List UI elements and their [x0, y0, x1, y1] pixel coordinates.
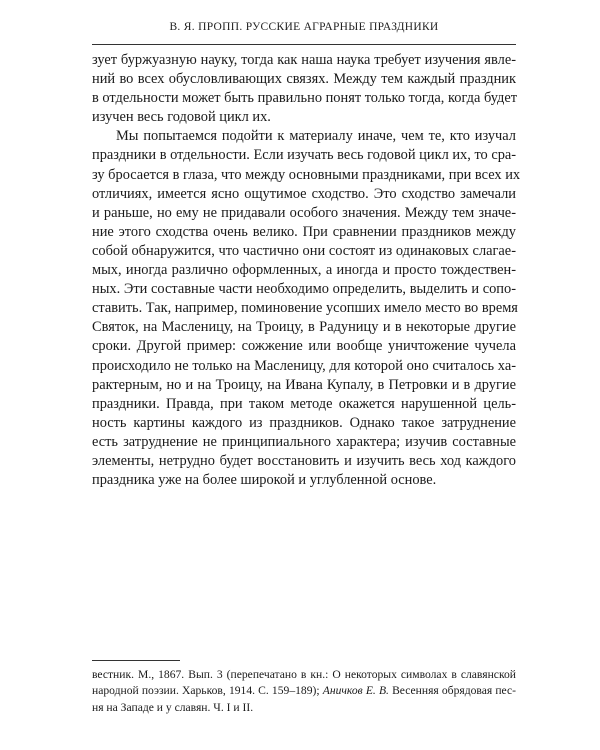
- footnote-line: вестник. М., 1867. Вып. 3 (перепечатано в кн.: О некоторых символах в славянской: [92, 668, 516, 681]
- text-line: в отдельности может быть правильно понят только тогда, когда будет: [92, 90, 518, 107]
- text-line: зует буржуазную науку, тогда как наша наука требует изучения явле-: [92, 52, 516, 68]
- text-line: зу бросается в глаза, что между основными праздниками, при всех их: [92, 166, 521, 183]
- text-line: изучен весь годовой цикл их.: [92, 109, 271, 126]
- paragraph-2: [92, 127, 521, 490]
- footnote-line: ня на Западе и у славян. Ч. I и II.: [92, 700, 254, 714]
- text-line: происходило не только на Масленицу, для которой оно считалось ха-: [92, 357, 516, 374]
- footnote-rule: [92, 660, 180, 661]
- paragraph-1: [92, 51, 516, 127]
- text-line: рактерным, но и на Троицу, на Ивана Купалу, в Петровки и в другие: [92, 376, 516, 393]
- footnote-text: народной поэзии. Харьков, 1914. С. 159–189);: [92, 684, 320, 698]
- text-line: мых, иногда различно оформленных, а иногда и просто тождествен-: [92, 262, 516, 279]
- text-line: праздника уже на более широкой и углубленной основе.: [92, 472, 437, 489]
- text-line: ставить. Так, например, поминовение усопших имело место во время: [92, 300, 518, 317]
- header-rule: [92, 44, 516, 45]
- text-line: элементы, нетрудно будет восстановить и изучить весь ход каждого: [92, 452, 516, 469]
- text-line: праздники в отдельности. Если изучать весь годовой цикл их, то сра-: [92, 147, 517, 164]
- text-line: есть затруднение не принципиального характера; изучив составные: [92, 433, 516, 450]
- text-line: ний во всех обусловливающих связях. Между тем каждый праздник: [92, 71, 516, 88]
- text-line: Мы попытаемся подойти к материалу иначе, чем те, кто изучал: [116, 128, 516, 145]
- text-line: ных. Эти составные части необходимо определить, выделить и сопо-: [92, 281, 516, 298]
- body-text: [92, 51, 521, 490]
- text-line: ность картины каждого из праздников. Однако такое затруднение: [92, 414, 516, 431]
- footnote-author: Аничков Е. В.: [322, 684, 389, 698]
- footnote: [92, 667, 516, 716]
- text-line: Святок, на Масленицу, на Троицу, в Радуницу и в некоторые другие: [92, 319, 516, 336]
- text-line: отличиях, имеется ясно ощутимое сходство. Это сходство замечали: [92, 185, 516, 202]
- text-line: сроки. Другой пример: сожжение или вообще уничтожение чучела: [92, 338, 516, 355]
- footnote-line: [92, 683, 516, 699]
- text-line: собой обнаружится, что частично они состоят из одинаковых слагае-: [92, 242, 516, 259]
- text-line: ние этого сходства очень велико. При сравнении праздников между: [92, 223, 516, 240]
- footnote-text: Весенняя обрядовая пес-: [392, 684, 516, 698]
- text-line: праздники. Правда, при таком методе окажется нарушенной цель-: [92, 395, 516, 412]
- running-head: В. Я. ПРОПП. РУССКИЕ АГРАРНЫЕ ПРАЗДНИКИ: [169, 21, 439, 33]
- text-line: и раньше, но ему не придавали особого значения. Между тем значе-: [92, 204, 516, 221]
